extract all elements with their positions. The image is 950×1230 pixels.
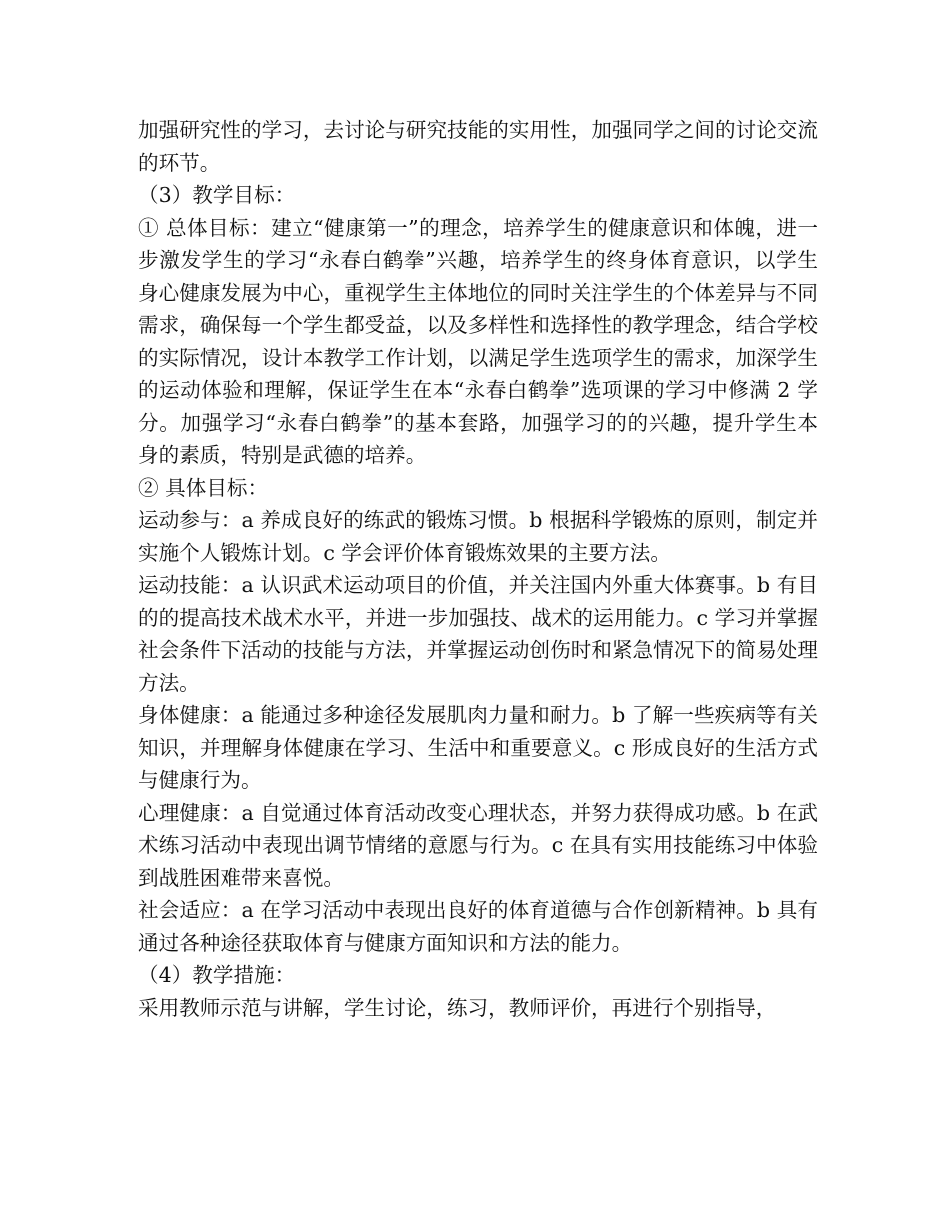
paragraph-sports-participation: 运动参与：a 养成良好的练武的锻炼习惯。b 根据科学锻炼的原则，制定并实施个人锻炼计划。c 学会评价体育锻炼效果的主要方法。 [138, 508, 818, 565]
paragraph-mental-health: 心理健康：a 自觉通过体育活动改变心理状态，并努力获得成功感。b 在武术练习活动中表现出调节情绪的意愿与行为。c 在具有实用技能练习中体验到战胜困难带来喜悦。 [138, 800, 818, 890]
paragraph-sports-skills: 运动技能：a 认识武术运动项目的价值，并关注国内外重大体赛事。b 有目的的提高技术战术水平，并进一步加强技、战术的运用能力。c 学习并掌握社会条件下活动的技能与方法，并掌握运动创伤时和紧急情况下的简易处理方法。 [138, 573, 818, 695]
paragraph-overall-goals: ① 总体目标：建立“健康第一”的理念，培养学生的健康意识和体魄，进一步激发学生的学习“永春白鹤拳”兴趣，培养学生的终身体育意识，以学生身心健康发展为中心，重视学生主体地位的同时关注学生的个体差异与不同需求，确保每一个学生都受益，以及多样性和选择性的教学理念，结合学校的实际情况，设计本教学工作计划，以满足学生选项学生的需求，加深学生的运动体验和理解，保证学生在本“永春白鹤拳”选项课的学习中修满 2 学分。加强学习“永春白鹤拳”的基本套路，加强学习的的兴趣，提升学生本身的素质，特别是武德的培养。 [138, 215, 818, 467]
heading-teaching-measures: （4）教学措施： [138, 963, 296, 987]
paragraph-teaching-methods: 采用教师示范与讲解，学生讨论，练习，教师评价，再进行个别指导， [138, 995, 777, 1020]
paragraph-social-adaptation: 社会适应：a 在学习活动中表现出良好的体育道德与合作创新精神。b 具有通过各种途径获取体育与健康方面知识和方法的能力。 [138, 898, 818, 955]
heading-teaching-goals: （3）教学目标： [138, 183, 296, 207]
paragraph-physical-health: 身体健康：a 能通过多种途径发展肌肉力量和耐力。b 了解一些疾病等有关知识，并理解身体健康在学习、生活中和重要意义。c 形成良好的生活方式与健康行为。 [138, 703, 818, 792]
paragraph-research-learning: 加强研究性的学习，去讨论与研究技能的实用性，加强同学之间的讨论交流的环节。 [138, 118, 818, 175]
document-body [138, 114, 818, 1024]
heading-specific-goals: ② 具体目标： [138, 475, 269, 500]
